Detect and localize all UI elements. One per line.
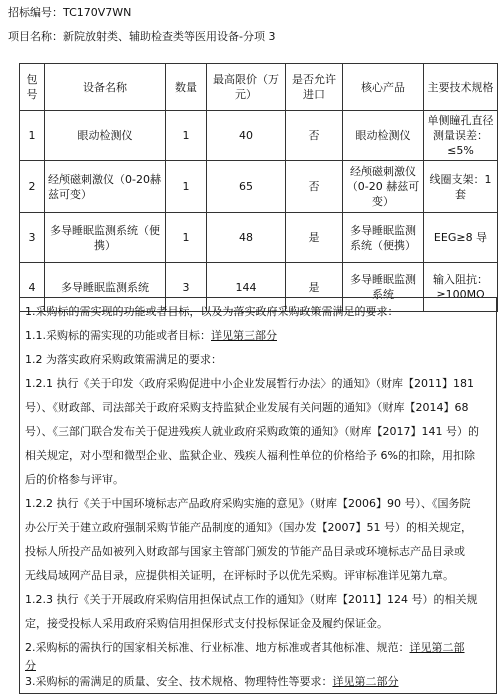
header-quantity: 数量 (166, 64, 207, 111)
cell-max-price: 65 (207, 161, 286, 213)
bid-number: 招标编号：TC170V7WN (8, 6, 132, 19)
see-part-three-link[interactable]: 详见第三部分 (211, 329, 277, 342)
requirement-heading-1: 1.采购标的需实现的功能或者目标，以及为落实政府采购政策需满足的要求： (25, 305, 399, 318)
table-header-row (20, 64, 498, 111)
requirement-1-2-1-line: 后的价格参与评审。 (25, 473, 124, 486)
cell-device-name: 经颅磁刺激仪（0-20赫兹可变） (45, 161, 166, 213)
requirement-1-2-2-line: 1.2.2 执行《关于中国环境标志产品政府采购实施的意见》（财库【2006】90 号）、《国务院 (25, 497, 471, 510)
header-package-no: 包号 (20, 64, 45, 111)
cell-device-name: 多导睡眠监测系统 (45, 263, 166, 312)
cell-max-price: 40 (207, 111, 286, 161)
requirement-1-2-1-line: 1.2.1 执行《关于印发〈政府采购促进中小企业发展暂行办法〉的通知》（财库【2011】181 (25, 377, 474, 390)
header-import-allowed: 是否允许进口 (286, 64, 343, 111)
header-max-price: 最高限价（万元） (207, 64, 286, 111)
requirement-1-2-2-line: 无线局域网产品目录，应提供相关证明，在评标时予以优先采购。评审标准详见第九章。 (25, 569, 454, 582)
cell-core-product: 多导睡眠监测系统（便携） (343, 213, 424, 263)
requirement-1-2-2-line: 办公厅关于建立政府强制采购节能产品制度的通知》（国办发【2007】51 号）的相关规定， (25, 521, 472, 534)
cell-core-product: 眼动检测仪 (343, 111, 424, 161)
cell-max-price: 144 (207, 263, 286, 312)
requirement-1-2-1-line: 号）、《三部门联合发布关于促进残疾人就业政府采购政策的通知》（财库【2017】141 号）的 (25, 425, 479, 438)
cell-package-no: 4 (20, 263, 45, 312)
header-core-product: 核心产品 (343, 64, 424, 111)
cell-device-name: 眼动检测仪 (45, 111, 166, 161)
requirement-3-text: 3.采购标的需满足的质量、安全、技术规格、物理特性等要求： (25, 675, 333, 688)
cell-package-no: 1 (20, 111, 45, 161)
requirement-1-2-3-line: 1.2.3 执行《关于开展政府采购信用担保试点工作的通知》（财库【2011】124 号）的相关规 (25, 593, 478, 606)
cell-device-name: 多导睡眠监测系统（便携） (45, 213, 166, 263)
cell-tech-spec: 输入阻抗：≥100MΩ (424, 263, 498, 312)
cell-import-allowed: 是 (286, 263, 343, 312)
requirement-1-2: 1.2 为落实政府采购政策需满足的要求： (25, 353, 222, 366)
requirement-1-2-1-line: 相关规定，对小型和微型企业、监狱企业、残疾人福利性单位的价格给予 6%的扣除，用扣除 (25, 449, 475, 462)
cell-package-no: 3 (20, 213, 45, 263)
cell-tech-spec: 单侧瞳孔直径测量误差：≤5% (424, 111, 498, 161)
cell-import-allowed: 否 (286, 161, 343, 213)
cell-import-allowed: 是 (286, 213, 343, 263)
header-device-name: 设备名称 (45, 64, 166, 111)
equipment-table (19, 63, 498, 312)
cell-tech-spec: EEG≥8 导 (424, 213, 498, 263)
requirement-1-1-text: 1.1.采购标的需实现的功能或者目标： (25, 329, 211, 342)
project-name: 项目名称：新院放射类、辅助检查类等医用设备-分项 3 (8, 30, 276, 43)
cell-quantity: 1 (166, 111, 207, 161)
requirement-1-2-3-line: 定，接受投标人采用政府采购信用担保形式支付投标保证金及履约保证金。 (25, 617, 388, 630)
see-part-two-link-2[interactable]: 详见第二部分 (332, 675, 399, 688)
requirements-section (19, 297, 497, 694)
cell-package-no: 2 (20, 161, 45, 213)
requirement-1-2-2-line: 投标人所投产品如被列入财政部与国家主管部门颁发的节能产品目录或环境标志产品目录或 (25, 545, 465, 558)
cell-quantity: 1 (166, 161, 207, 213)
cell-quantity: 1 (166, 213, 207, 263)
cell-core-product: 经颅磁刺激仪（0-20 赫兹可变） (343, 161, 424, 213)
requirement-1-1 (25, 324, 490, 348)
table-row (20, 213, 498, 263)
cell-import-allowed: 否 (286, 111, 343, 161)
table-row (20, 111, 498, 161)
cell-max-price: 48 (207, 213, 286, 263)
requirement-1-2-1-line: 号）、《财政部、司法部关于政府采购支持监狱企业发展有关问题的通知》（财库【2014】68 (25, 401, 469, 414)
cell-tech-spec: 线圈支架：1 套 (424, 161, 498, 213)
see-part-two-link-continued[interactable]: 分 (25, 659, 36, 672)
table-row (20, 161, 498, 213)
header-tech-spec: 主要技术规格 (424, 64, 498, 111)
requirement-3 (25, 670, 490, 694)
cell-core-product: 多导睡眠监测系统 (343, 263, 424, 312)
cell-quantity: 3 (166, 263, 207, 312)
requirement-2-text: 2.采购标的需执行的国家相关标准、行业标准、地方标准或者其他标准、规范： (25, 641, 410, 654)
see-part-two-link[interactable]: 详见第二部 (409, 641, 465, 654)
